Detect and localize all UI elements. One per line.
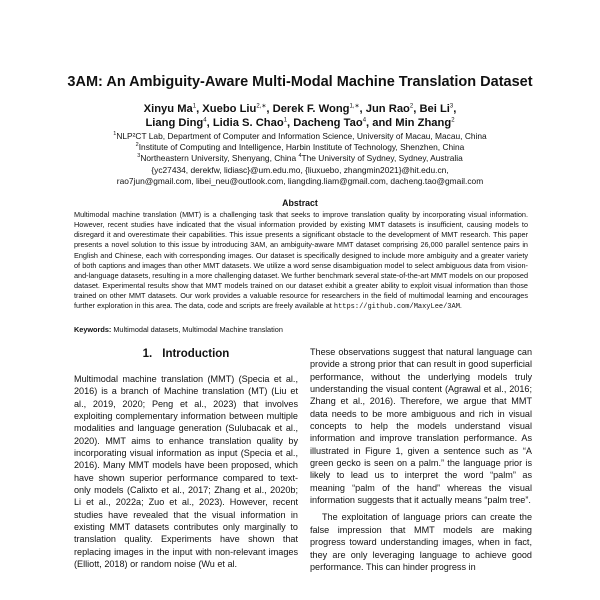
author-name: Min Zhang	[395, 117, 452, 129]
section-number: 1.	[142, 348, 153, 360]
author-line-1: Xinyu Ma$^1$, Xuebo Liu$^{2,∗}$, Derek F. Wong$^{1,∗}$, Jun Rao$^2$, Bei Li$^3$,	[143, 103, 457, 115]
affiliation-2: $^2$Institute of Computing and Intelligence, Harbin Institute of Technology, Shenzhen, China	[135, 142, 465, 153]
keywords-label: Keywords:	[74, 325, 112, 334]
email-line-1: {yc27434, derekfw, lidiasc}@um.edu.mo, {liuxuebo, zhangmin2021}@hit.edu.cn,	[151, 164, 449, 175]
intro-paragraph-2: These observations suggest that natural language can provide a strong prior that can result in good superficial performance, without the underlying models truly understanding the visual content (Agrawal et al., 2016; Zhang et al., 2016). Therefore, we argue that MMT data needs to be more ambiguous and rich in visual concepts to help the models understand visual information and improve translation performance. As illustrated in Figure 1, given a sentence such as “A green gecko is seen on a palm.” the language prior is likely to lead us to interpret the word “palm” as meaning “palm of the hand” whereas the visual information suggests that it actually means “palm tree”.	[310, 347, 532, 506]
author-name: Derek F. Wong	[272, 103, 350, 115]
section-title: Introduction	[162, 348, 230, 360]
email-line-2: rao7jun@gmail.com, libei_neu@outlook.com, liangding.liam@gmail.com, dacheng.tao@gmail.com	[116, 175, 484, 186]
abstract-body: Multimodal machine translation (MMT) is a challenging task that seeks to improve translation quality by incorporating visual information. However, recent studies have indicated that the visual information provided by existing MMT datasets is insufficient, causing models to disregard it and overestimate their capabilities. This issue presents a significant obstacle to the development of MMT research. This paper presents a novel solution to this issue by introducing 3AM, an ambiguity-aware MMT dataset comprising 26,000 parallel sentence pairs in English and Chinese, each with corresponding images. Our dataset is specifically designed to include more ambiguity and a greater variety of both captions and images than other MMT datasets. We utilize a word sense disambiguation model to select ambiguous data from vision-and-language datasets, resulting in a more challenging dataset. We further benchmark several state-of-the-art MMT models on our proposed dataset. Experimental results show that MMT models trained on our dataset exhibit a greater ability to exploit visual information than those trained on other MMT datasets. Our work provides a valuable resource for researchers in the field of multimodal learning and encourages further exploration in this area. The data, code and scripts are freely available at https://github.com/MaxyLee/3AM.	[74, 210, 529, 312]
code-url-link[interactable]: https://github.com/MaxyLee/3AM	[333, 303, 460, 312]
affiliations	[40, 131, 560, 187]
author-name: Xuebo Liu	[202, 103, 257, 115]
author-name: Lidia S. Chao	[212, 117, 284, 129]
affiliation-3-4: $^3$Northeastern University, Shenyang, China $^4$The University of Sydney, Sydney, Australia	[137, 153, 463, 164]
abstract-heading: Abstract	[282, 198, 318, 208]
affiliation-1: $^1$NLP²CT Lab, Department of Computer and Information Science, University of Macau, Macau, China	[113, 131, 487, 141]
left-column	[74, 373, 298, 571]
author-name: Liang Ding	[145, 117, 204, 129]
author-name: Jun Rao	[365, 103, 410, 115]
author-name: Xinyu Ma	[143, 103, 193, 115]
intro-paragraph-1: Multimodal machine translation (MMT) (Specia et al., 2016) is a branch of Machine translation (MT) (Liu et al., 2019, 2020; Peng et al., 2023) that involves exploiting complementary information between multiple modalities and language generation (Sulubacak et al., 2020). MMT aims to enhance translation quality by incorporating visual information as input (Specia et al., 2016). Many MMT models have been proposed, which have shown superior performance compared to text-only models (Calixto et al., 2017; Zhang et al., 2020b; Li et al., 2022a; Zuo et al., 2023). However, recent studies have revealed that the visual information in existing MMT datasets contributes only marginally to translation quality. Experiments have shown that replacing images in the input with non-relevant images (Elliott, 2018) or random noise (Wu et al.	[74, 374, 298, 570]
right-column	[310, 346, 532, 573]
section-heading-introduction	[74, 347, 298, 361]
paper-title: 3AM: An Ambiguity-Aware Multi-Modal Machine Translation Dataset	[67, 74, 533, 90]
author-name: Bei Li	[419, 103, 450, 115]
author-name: Dacheng Tao	[293, 117, 363, 129]
keywords-text: Multimodal datasets, Multimodal Machine translation	[113, 325, 283, 334]
intro-paragraph-3: The exploitation of language priors can create the false impression that MMT models are making progress toward understanding images, when in fact, they are only leveraging language to achieve good performance. This can hinder progress in	[310, 512, 532, 572]
author-line-2: Liang Ding$^4$, Lidia S. Chao$^1$, Dacheng Tao$^4$, and Min Zhang$^2$	[145, 117, 455, 129]
keywords	[74, 325, 528, 335]
author-list	[60, 102, 540, 130]
